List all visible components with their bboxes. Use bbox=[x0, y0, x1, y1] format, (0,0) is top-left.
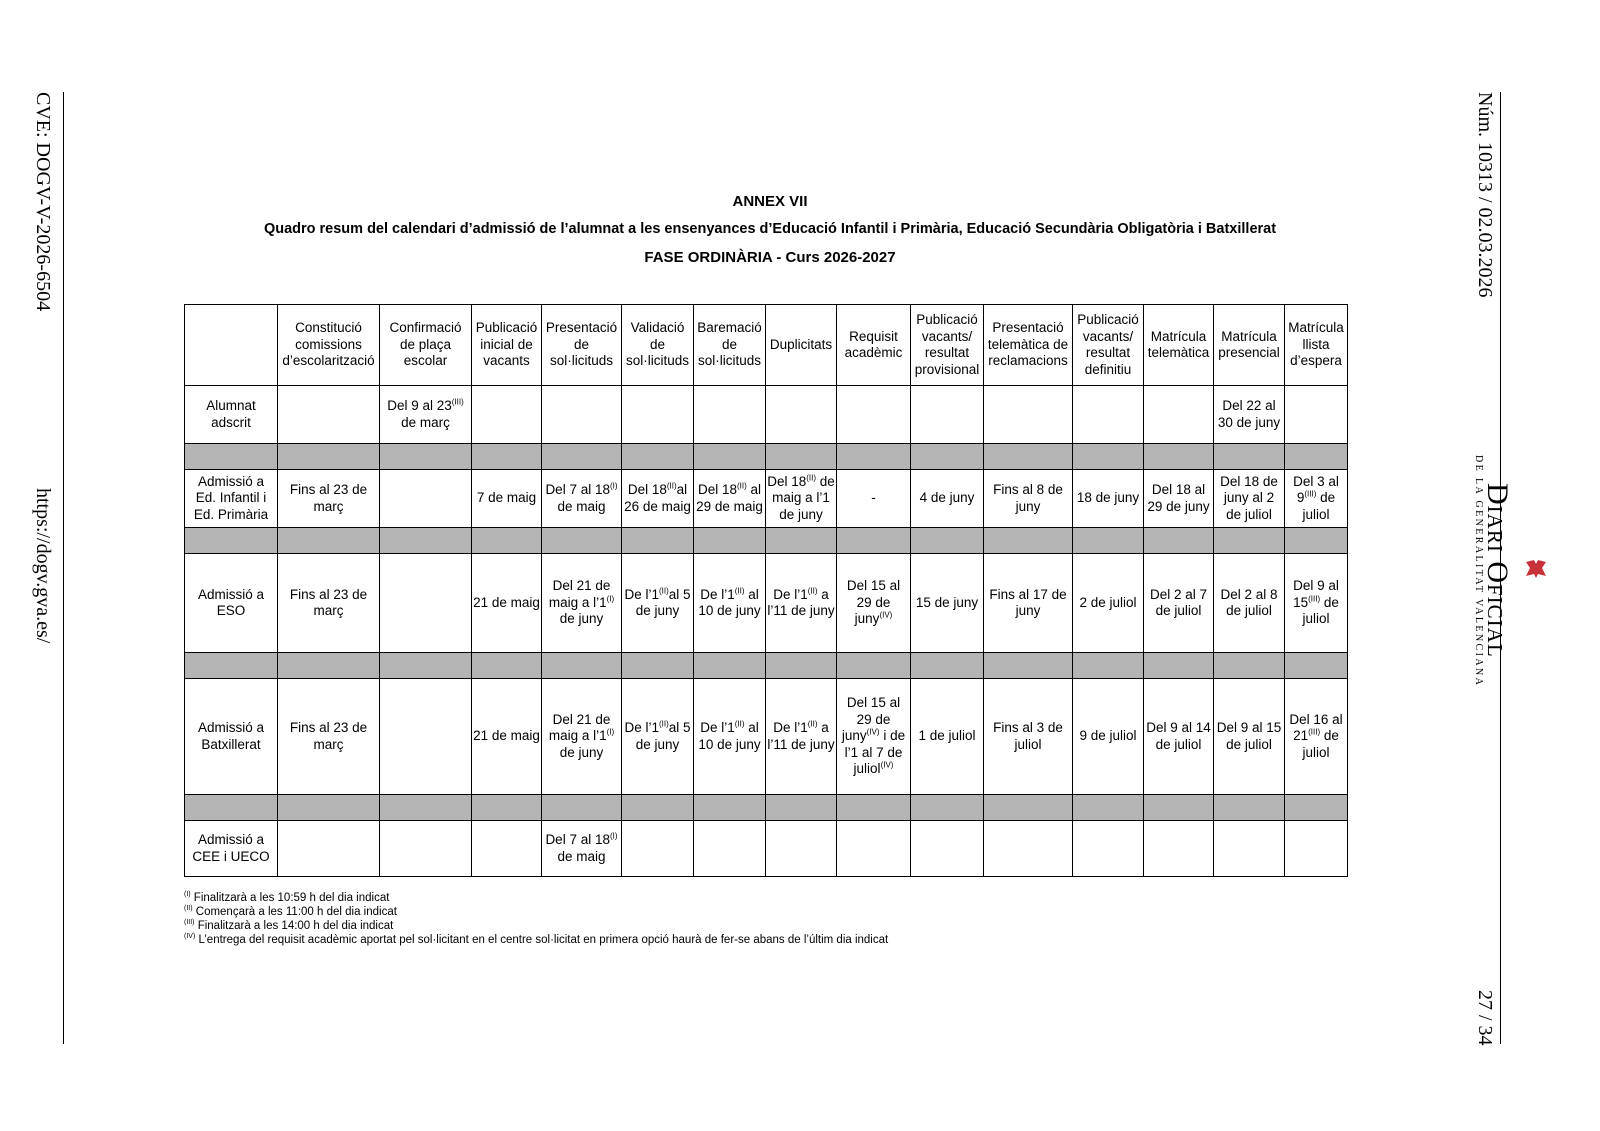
column-header: Matrícula presencial bbox=[1214, 305, 1285, 386]
document-title: Quadro resum del calendari d’admissió de l’alumnat a les ensenyances d’Educació Infantil i Primària, Educació Secundària Obligatòria i Batxillerat bbox=[263, 221, 1277, 237]
table-cell bbox=[380, 554, 472, 653]
table-cell: De $l’1^{(II)}$ al 10 de juny bbox=[694, 679, 766, 795]
table-cell: Fins al 23 de març bbox=[278, 554, 380, 653]
table-cell: Del 18 de juny al 2 de juliol bbox=[1214, 470, 1285, 528]
issue-number-date: Núm. 10313 / 02.03.2026 bbox=[1474, 92, 1496, 298]
table-cell: Del 9 al $15^{(III)}$ de juliol bbox=[1285, 554, 1348, 653]
table-cell: 9 de juliol bbox=[1073, 679, 1144, 795]
column-header: Publicació inicial de vacants bbox=[472, 305, 542, 386]
table-row bbox=[185, 679, 1348, 795]
row-label: Admissió a ESO bbox=[185, 554, 278, 653]
table-cell bbox=[1073, 386, 1144, 444]
table-cell bbox=[380, 470, 472, 528]
table-cell bbox=[1073, 821, 1144, 877]
table-cell: Del 21 de maig a $l’1^{(I)}$ de juny bbox=[542, 679, 622, 795]
row-label: Admissió a CEE i UECO bbox=[185, 821, 278, 877]
bat-emblem-icon bbox=[1524, 558, 1548, 580]
table-header-row bbox=[185, 305, 1348, 386]
row-separator bbox=[185, 653, 1348, 679]
table-cell: Fins al 3 de juliol bbox=[984, 679, 1073, 795]
table-cell: 18 de juny bbox=[1073, 470, 1144, 528]
table-cell: 1 de juliol bbox=[911, 679, 984, 795]
column-header: Requisit acadèmic bbox=[837, 305, 911, 386]
table-cell: Del 15 al 29 de juny$^{(IV)}$ i de l’1 al 7 de juliol$^{(IV)}$ bbox=[837, 679, 911, 795]
table-row bbox=[185, 386, 1348, 444]
table-cell bbox=[837, 386, 911, 444]
table-row bbox=[185, 554, 1348, 653]
table-cell bbox=[837, 821, 911, 877]
table-cell: Del 18 al 29 de juny bbox=[1144, 470, 1214, 528]
column-header: Constitució comissions d’escolarització bbox=[278, 305, 380, 386]
column-header bbox=[185, 305, 278, 386]
cve-code: CVE: DOGV-V-2026-6504 bbox=[32, 92, 54, 312]
table-cell: 21 de maig bbox=[472, 679, 542, 795]
footnote: $^{(II)}$ Començarà a les 11:00 h del dia indicat bbox=[184, 905, 397, 918]
column-header: Publicació vacants/ resultat provisional bbox=[911, 305, 984, 386]
row-label: Admissió a Ed. Infantil i Ed. Primària bbox=[185, 470, 278, 528]
dogv-url[interactable]: https://dogv.gva.es/ bbox=[32, 488, 54, 644]
table-cell: Del 22 al 30 de juny bbox=[1214, 386, 1285, 444]
table-cell bbox=[766, 821, 837, 877]
row-separator bbox=[185, 444, 1348, 470]
table-cell bbox=[380, 821, 472, 877]
table-cell bbox=[766, 386, 837, 444]
row-label: Alumnat adscrit bbox=[185, 386, 278, 444]
table-cell: Del 7 al $18^{(I)}$ de maig bbox=[542, 821, 622, 877]
table-cell: De $l’1^{(II)}al$ 5 de juny bbox=[622, 679, 694, 795]
column-header: Matrícula telemàtica bbox=[1144, 305, 1214, 386]
table-cell bbox=[984, 821, 1073, 877]
footnote: $^{(III)}$ Finalitzarà a les 14:00 h del dia indicat bbox=[184, 919, 394, 932]
column-header: Baremació de sol·licituds bbox=[694, 305, 766, 386]
column-header: Publicació vacants/ resultat definitiu bbox=[1073, 305, 1144, 386]
table-cell bbox=[278, 386, 380, 444]
table-cell: Fins al 23 de març bbox=[278, 679, 380, 795]
table-cell bbox=[911, 821, 984, 877]
table-cell bbox=[542, 386, 622, 444]
row-separator bbox=[185, 528, 1348, 554]
table-cell: 21 de maig bbox=[472, 554, 542, 653]
table-row bbox=[185, 821, 1348, 877]
table-cell bbox=[911, 386, 984, 444]
row-separator bbox=[185, 795, 1348, 821]
table-cell: Del 3 al $9^{(III)}$ de juliol bbox=[1285, 470, 1348, 528]
table-cell bbox=[1144, 821, 1214, 877]
table-cell: 15 de juny bbox=[911, 554, 984, 653]
table-cell: Del $18^{(II)}$ de maig a l’1 de juny bbox=[766, 470, 837, 528]
table-cell bbox=[380, 679, 472, 795]
column-header: Duplicitats bbox=[766, 305, 837, 386]
table-cell: Del 9 al 15 de juliol bbox=[1214, 679, 1285, 795]
table-cell bbox=[694, 821, 766, 877]
table-cell: Del 9 al 14 de juliol bbox=[1144, 679, 1214, 795]
table-cell: Del $18^{(II)}$ al 29 de maig bbox=[694, 470, 766, 528]
table-cell bbox=[1214, 821, 1285, 877]
table-cell: De $l’1^{(II)}$ al 10 de juny bbox=[694, 554, 766, 653]
table-cell: Del 7 al $18^{(I)}$ de maig bbox=[542, 470, 622, 528]
table-cell bbox=[1285, 386, 1348, 444]
table-cell: Del 21 de maig a $l’1^{(I)}$ de juny bbox=[542, 554, 622, 653]
table-cell bbox=[622, 386, 694, 444]
table-cell bbox=[622, 821, 694, 877]
logo-title: Diari Oficial bbox=[1481, 483, 1514, 658]
table-cell bbox=[984, 386, 1073, 444]
logo-subtitle: DE LA GENERALITAT VALENCIANA bbox=[1473, 455, 1484, 688]
table-cell: De $l’1^{(II)}al$ 5 de juny bbox=[622, 554, 694, 653]
column-header: Confirmació de plaça escolar bbox=[380, 305, 472, 386]
table-cell bbox=[1285, 821, 1348, 877]
table-cell: 4 de juny bbox=[911, 470, 984, 528]
table-cell bbox=[1144, 386, 1214, 444]
column-header: Presentació telemàtica de reclamacions bbox=[984, 305, 1073, 386]
phase-subtitle: FASE ORDINÀRIA - Curs 2026-2027 bbox=[644, 249, 896, 266]
table-cell: Del 9 al $23^{(III)}$ de març bbox=[380, 386, 472, 444]
table-cell: 2 de juliol bbox=[1073, 554, 1144, 653]
table-cell: Del 15 al 29 de juny$^{(IV)}$ bbox=[837, 554, 911, 653]
table-cell: Fins al 17 de juny bbox=[984, 554, 1073, 653]
table-cell: Del 16 al $21^{(III)}$ de juliol bbox=[1285, 679, 1348, 795]
admission-calendar-table bbox=[184, 304, 1348, 877]
table-cell bbox=[694, 386, 766, 444]
table-cell: Del $18^{(II)}al$ 26 de maig bbox=[622, 470, 694, 528]
table-cell: Del 2 al 7 de juliol bbox=[1144, 554, 1214, 653]
table-cell bbox=[472, 386, 542, 444]
annex-title: ANNEX VII bbox=[732, 193, 808, 210]
table-cell bbox=[278, 821, 380, 877]
footnote: $^{(IV)}$ L’entrega del requisit acadèmic aportat pel sol·licitant en el centre sol·licitat en primera opció haurà de fer-se abans de l’últim dia indicat bbox=[184, 933, 889, 946]
column-header: Presentació de sol·licituds bbox=[542, 305, 622, 386]
column-header: Matrícula llista d’espera bbox=[1285, 305, 1348, 386]
footnote: $^{(I)}$ Finalitzarà a les 10:59 h del dia indicat bbox=[184, 891, 390, 904]
footnotes bbox=[184, 891, 888, 947]
table-cell: De $l’1^{(II)}$ a l’11 de juny bbox=[766, 679, 837, 795]
table-cell: De $l’1^{(II)}$ a l’11 de juny bbox=[766, 554, 837, 653]
table-cell bbox=[472, 821, 542, 877]
table-row bbox=[185, 470, 1348, 528]
table-cell: - bbox=[837, 470, 911, 528]
table-cell: 7 de maig bbox=[472, 470, 542, 528]
table-cell: Fins al 8 de juny bbox=[984, 470, 1073, 528]
column-header: Validació de sol·licituds bbox=[622, 305, 694, 386]
diari-oficial-logo bbox=[1472, 455, 1572, 695]
row-label: Admissió a Batxillerat bbox=[185, 679, 278, 795]
table-cell: Fins al 23 de març bbox=[278, 470, 380, 528]
table-cell: Del 2 al 8 de juliol bbox=[1214, 554, 1285, 653]
page-number: 27 / 34 bbox=[1474, 990, 1496, 1046]
